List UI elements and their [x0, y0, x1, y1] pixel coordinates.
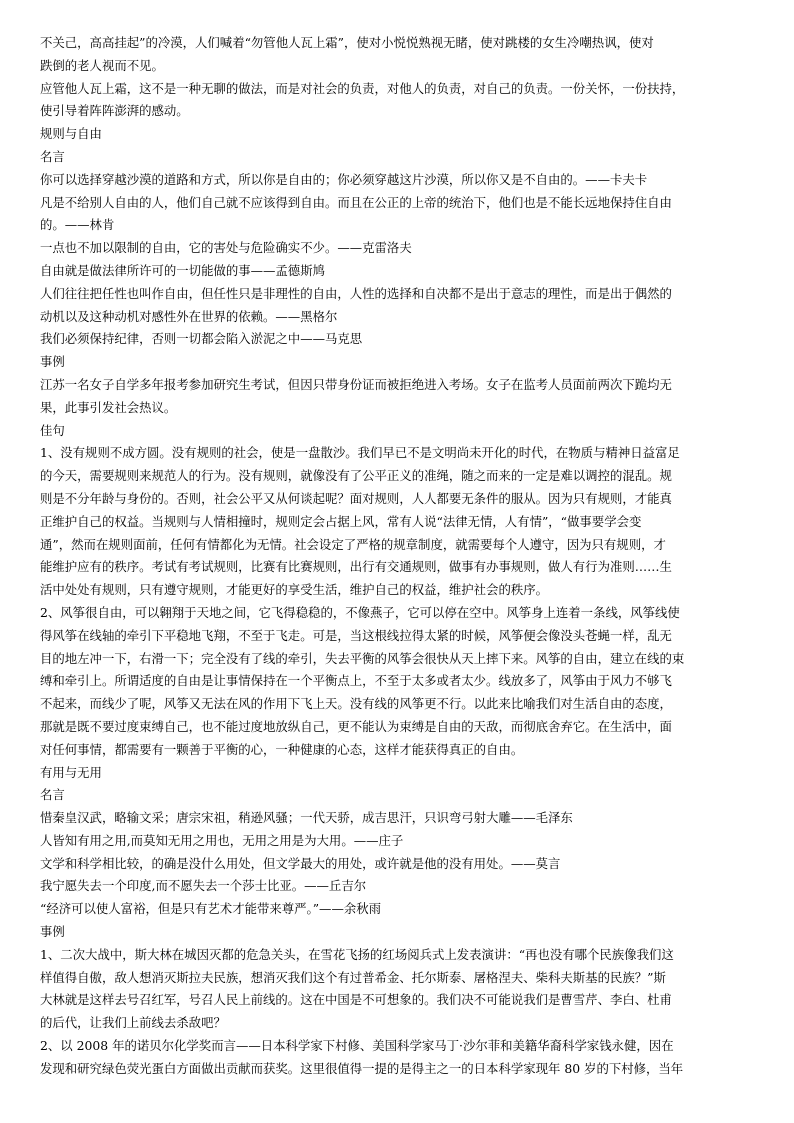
- text-line: 文学和科学相比较，的确是没什么用处，但文学最大的用处，或许就是他的没有用处。——莫言: [40, 855, 561, 871]
- text-line: 1、二次大战中，斯大林在城因灭都的危急关头，在雪花飞扬的红场阅兵式上发表演讲：“再也没有哪个民族像我们这: [40, 946, 674, 962]
- text-line: 凡是不给别人自由的人，他们自己就不应该得到自由。而且在公正的上帝的统治下，他们也是不能长远地保持住自由: [40, 194, 672, 210]
- text-line: 活中处处有规则，只有遵守规则，才能更好的享受生活，维护自己的权益，维护社会的秩序。: [40, 582, 549, 598]
- text-line: 不起来，而线少了呢，风筝又无法在风的作用下飞上天。没有线的风筝更不行。以此来比喻我们对生活自由的态度，: [40, 696, 672, 712]
- subsection-heading: 名言: [40, 787, 65, 803]
- text-line: 人皆知有用之用,而莫知无用之用也，无用之用是为大用。——庄子: [40, 832, 404, 848]
- text-line: 江苏一名女子自学多年报考参加研究生考试，但因只带身份证而被拒绝进入考场。女子在监考人员面前两次下跪均无: [40, 376, 672, 392]
- text-line: 惜秦皇汉武，略输文采；唐宗宋祖，稍逊风骚；一代天骄，成吉思汗，只识弯弓射大雕——毛泽东: [40, 810, 573, 826]
- subsection-heading: 佳句: [40, 422, 65, 438]
- text-line: 2、风筝很自由，可以翱翔于天地之间，它飞得稳稳的，不像燕子，它可以停在空中。风筝身上连着一条线，风筝线使: [40, 604, 680, 620]
- text-line: 的后代，让我们上前线去杀敌吧？: [40, 1015, 226, 1031]
- text-line: 人们往往把任性也叫作自由，但任性只是非理性的自由，人性的选择和自决都不是出于意志的理性，而是出于偶然的: [40, 285, 672, 301]
- text-line: 正维护自己的权益。当规则与人情相撞时，规则定会占据上风，常有人说“法律无情，人有情”，“做事要学会变: [40, 513, 642, 529]
- subsection-heading: 名言: [40, 148, 65, 164]
- text-line: 1、没有规则不成方圆。没有规则的社会，使是一盘散沙。我们早已不是文明尚未开化的时代，在物质与精神日益富足: [40, 445, 680, 461]
- text-line: 样值得自傲，敌人想消灭斯拉夫民族，想消灭我们这个有过普希金、托尔斯泰、屠格涅夫、柴科夫斯基的民族？”斯: [40, 969, 666, 985]
- text-line: 我们必须保持纪律，否则一切都会陷入淤泥之中——马克思: [40, 331, 363, 347]
- text-line: 跌倒的老人视而不见。: [40, 57, 164, 73]
- section-heading: 有用与无用: [40, 764, 102, 780]
- text-line: “经济可以使人富裕，但是只有艺术才能带来尊严。”——余秋雨: [40, 901, 382, 917]
- text-line: 使引导着阵阵澎湃的感动。: [40, 103, 189, 119]
- text-line: 通”，然而在规则面前，任何有情都化为无情。社会设定了严格的规章制度，就需要每个人遵守，因为只有规则，才: [40, 536, 666, 552]
- text-line: 得风筝在线轴的牵引下平稳地飞翔，不至于飞走。可是，当这根线拉得太紧的时候，风筝便会像没头苍蝇一样，乱无: [40, 627, 672, 643]
- text-line: 那就是既不要过度束缚自己，也不能过度地放纵自己，更不能认为束缚是自由的天敌，而彻底舍弃它。在生活中，面: [40, 718, 672, 734]
- text-line: 发现和研究绿色荧光蛋白方面做出贡献而获奖。这里很值得一提的是得主之一的日本科学家现年 80 岁的下村修，当年: [40, 1060, 684, 1076]
- text-line: 2、以 2008 年的诺贝尔化学奖而言——日本科学家下村修、美国科学家马丁·沙尔菲和美籍华裔科学家钱永健，因在: [40, 1038, 674, 1054]
- subsection-heading: 事例: [40, 354, 65, 370]
- text-line: 则是不分年龄与身份的。否则，社会公平又从何谈起呢？面对规则，人人都要无条件的服从。因为只有规则，才能真: [40, 490, 672, 506]
- text-line: 目的地左冲一下，右滑一下；完全没有了线的牵引，失去平衡的风筝会很快从天上摔下来。风筝的自由，建立在线的束: [40, 650, 685, 666]
- text-line: 能维护应有的秩序。考试有考试规则，比赛有比赛规则，出行有交通规则，做事有办事规则，做人有行为准则……生: [40, 559, 672, 575]
- text-line: 果，此事引发社会热议。: [40, 399, 177, 415]
- text-line: 自由就是做法律所许可的一切能做的事——孟德斯鸠: [40, 262, 325, 278]
- text-line: 不关己，高高挂起”的冷漠，人们喊着“勿管他人瓦上霜”，使对小悦悦熟视无睹，使对跳楼的女生冷嘲热讽，使对: [40, 35, 654, 50]
- subsection-heading: 事例: [40, 924, 65, 940]
- text-line: 你可以选择穿越沙漠的道路和方式，所以你是自由的；你必须穿越这片沙漠，所以你又是不自由的。——卡夫卡: [40, 171, 648, 187]
- text-line: 对任何事情，都需要有一颗善于平衡的心，一种健康的心态，这样才能获得真正的自由。: [40, 741, 524, 757]
- text-line: 我宁愿失去一个印度,而不愿失去一个莎士比亚。——丘吉尔: [40, 878, 367, 894]
- text-line: 动机以及这种动机对感性外在世界的依赖。——黑格尔: [40, 308, 338, 324]
- section-heading: 规则与自由: [40, 126, 102, 142]
- text-line: 的今天，需要规则来规范人的行为。没有规则，就像没有了公平正义的准绳，随之而来的一定是难以调控的混乱。规: [40, 468, 672, 484]
- text-line: 大林就是这样去号召红军，号召人民上前线的。这在中国是不可想象的。我们决不可能说我们是曹雪芹、李白、杜甫: [40, 992, 672, 1008]
- text-line: 的。——林肯: [40, 217, 115, 233]
- text-line: 缚和牵引上。所谓适度的自由是让事情保持在一个平衡点上，不至于太多或者太少。线放多了，风筝由于风力不够飞: [40, 673, 672, 689]
- text-line: 应管他人瓦上霜，这不是一种无聊的做法，而是对社会的负责，对他人的负责，对自己的负责。一份关怀，一份扶持，: [40, 80, 685, 96]
- text-line: 一点也不加以限制的自由，它的害处与危险确实不少。——克雷洛夫: [40, 240, 412, 256]
